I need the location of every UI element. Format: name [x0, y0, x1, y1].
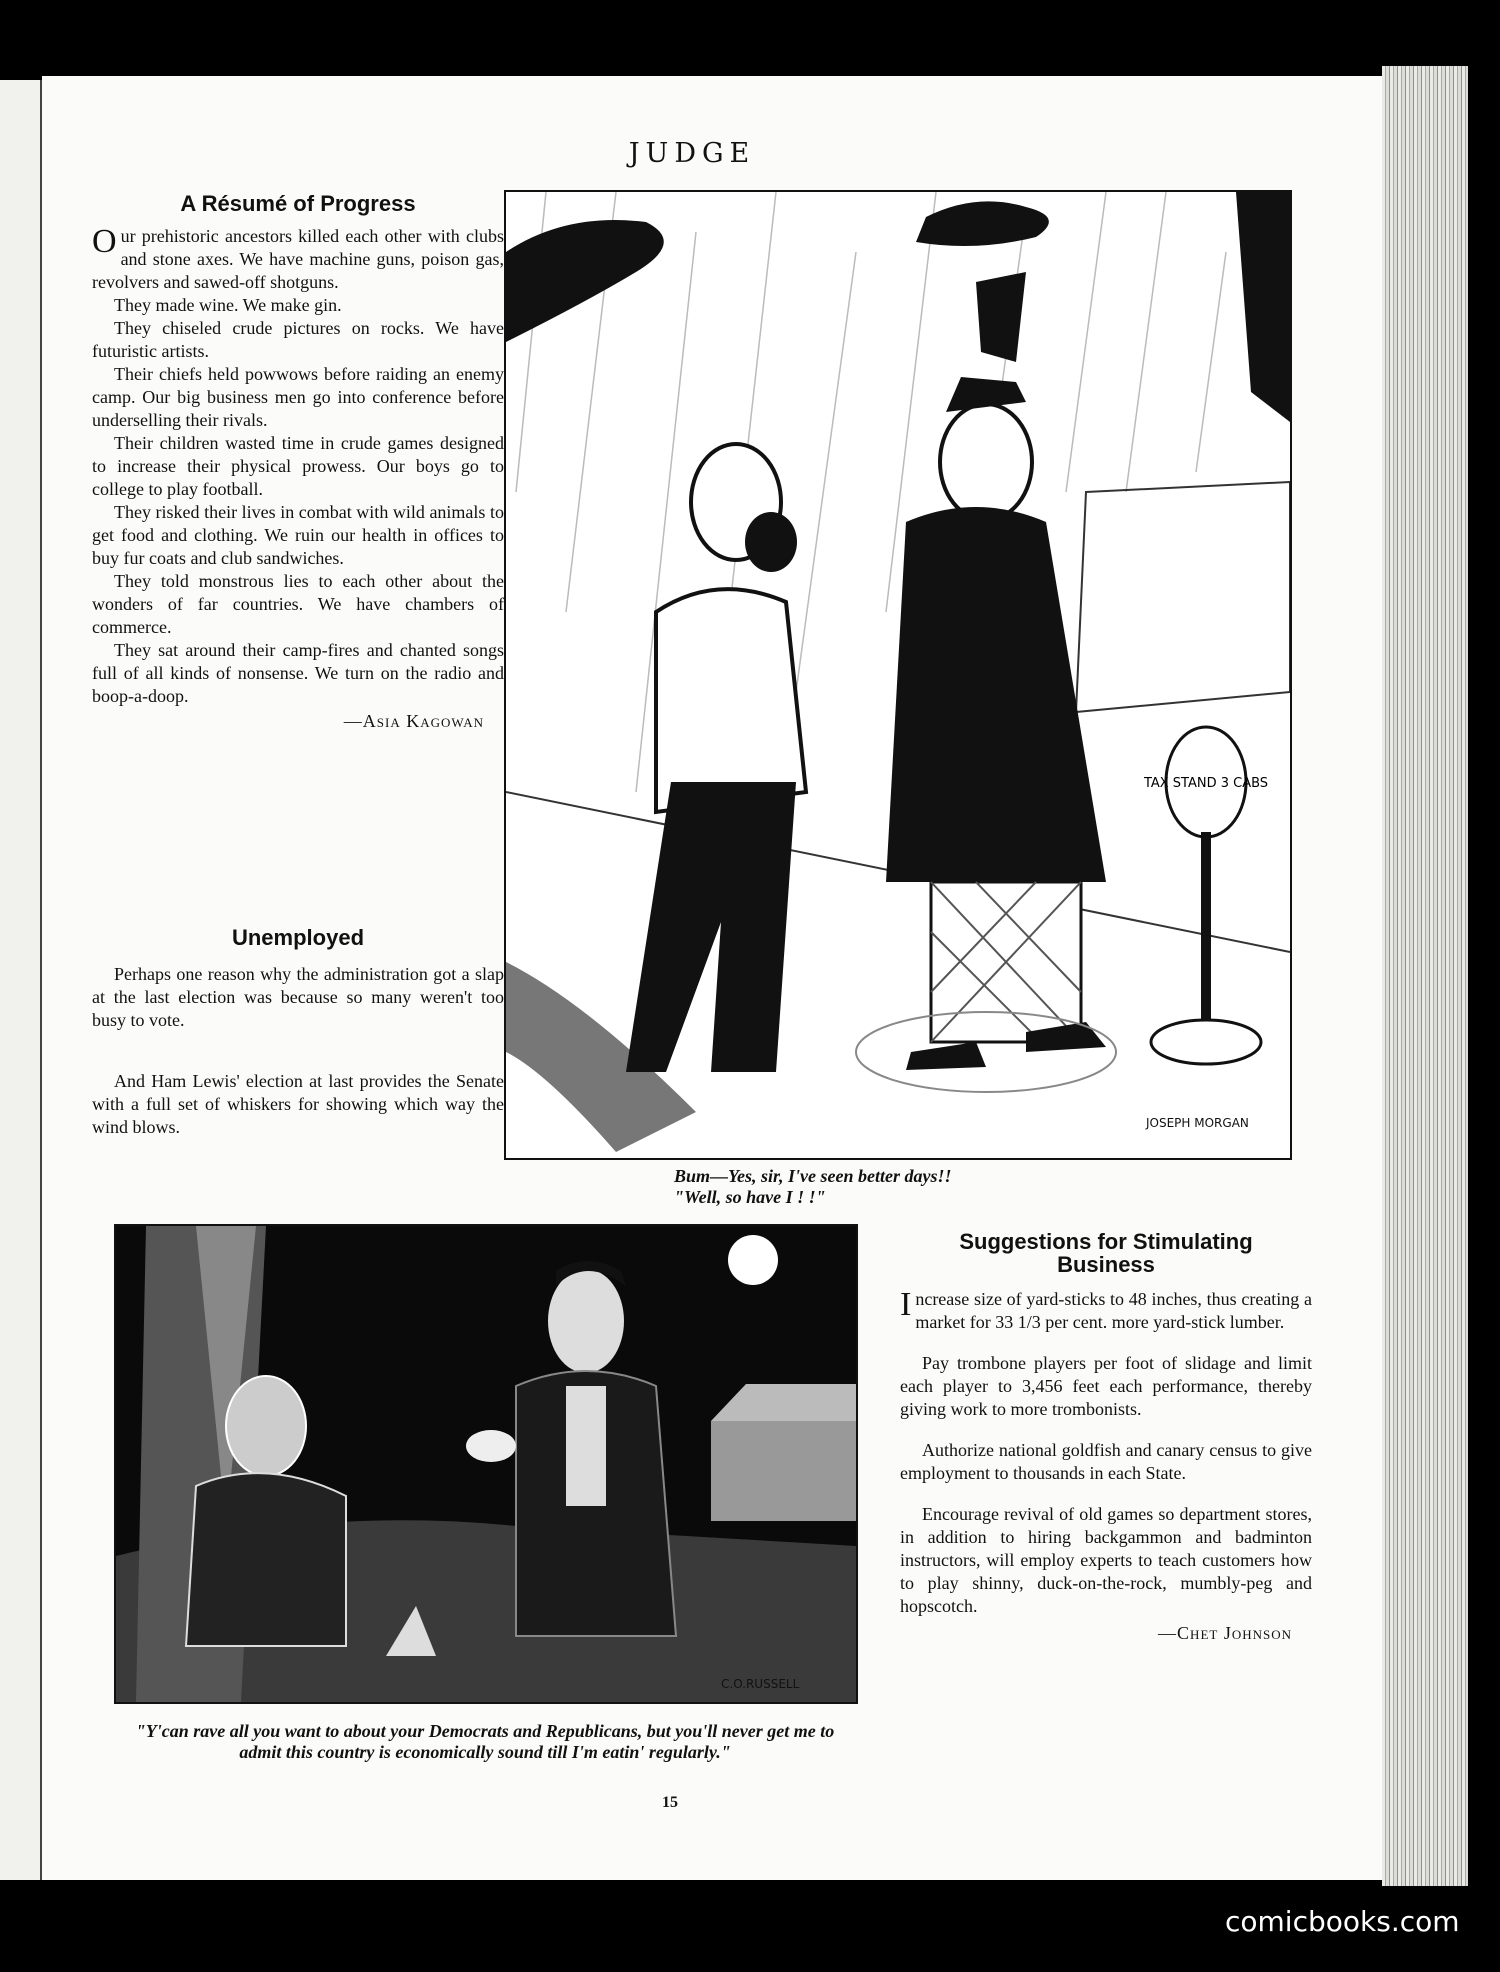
night-scene-illustration: [116, 1226, 856, 1702]
bottom-cartoon: [114, 1224, 858, 1704]
resume-paragraph: They made wine. We make gin.: [114, 295, 342, 315]
artist-signature: JOSEPH MORGAN: [1146, 1116, 1249, 1130]
resume-paragraph: They chiseled crude pictures on rocks. We have futuristic artists.: [92, 318, 504, 361]
unemployed-paragraph: Perhaps one reason why the administration got a slap at the last election was because so many weren't too busy to vote.: [92, 964, 504, 1030]
suggestions-paragraph: Authorize national goldfish and canary census to give employment to thousands in each State.: [900, 1440, 1312, 1483]
page-number: 15: [662, 1794, 678, 1811]
resume-paragraph: They sat around their camp-fires and chanted songs full of all kinds of nonsense. We turn on the radio and boop-a-doop.: [92, 640, 504, 706]
caption-line-1: Bum—Yes, sir, I've seen better days!!: [674, 1166, 952, 1186]
suggestions-paragraph: Increase size of yard-sticks to 48 inches, thus creating a market for 33 1/3 per cent. more yard-stick lumber.: [900, 1286, 1312, 1332]
suggestions-byline: —Chet Johnson: [1158, 1623, 1292, 1643]
book-page-edges: [1382, 66, 1468, 1886]
suggestions-article: [900, 1230, 1312, 1645]
top-cartoon-caption: [674, 1166, 1174, 1208]
resume-dropcap: O: [92, 223, 117, 260]
resume-title: A Résumé of Progress: [180, 191, 416, 216]
caption-line-2: "Well, so have I ! !": [674, 1187, 826, 1207]
resume-article: [92, 192, 504, 733]
magazine-page: [42, 76, 1382, 1880]
resume-paragraph: They told monstrous lies to each other about the wonders of far countries. We have chambers of commerce.: [92, 571, 504, 637]
bottom-cartoon-caption: "Y'can rave all you want to about your Democrats and Republicans, but you'll never get me to admit this country is economically sound till I'm eatin' regularly.": [135, 1721, 835, 1762]
watermark: comicbooks.com: [1225, 1905, 1460, 1938]
resume-paragraph: Their children wasted time in crude games designed to increase their physical prowess. Our boys go to college to play football.: [92, 433, 504, 499]
unemployed-article: [92, 926, 504, 1139]
suggestions-paragraph: Encourage revival of old games so department stores, in addition to hiring backgammon and badminton instructors, will employ experts to teach customers how to play shinny, duck-on-the-rock, mumbly-peg and hopscotch.: [900, 1504, 1312, 1616]
artist-signature: C.O.RUSSELL: [721, 1677, 800, 1691]
unemployed-title: Unemployed: [231, 925, 365, 950]
resume-byline: —Asia Kagowan: [343, 711, 484, 731]
cartoon-illustration: [506, 192, 1290, 1158]
taxi-sign-text: TAX STAND 3 CABS: [1143, 776, 1269, 791]
suggestions-paragraph: Pay trombone players per foot of slidage and limit each player to 3,456 feet each performance, thereby giving work to more trombonists.: [900, 1353, 1312, 1419]
unemployed-paragraph: And Ham Lewis' election at last provides the Senate with a full set of whiskers for showing which way the wind blows.: [92, 1071, 504, 1137]
top-cartoon: [504, 190, 1292, 1160]
magazine-title: JUDGE: [628, 138, 756, 169]
resume-paragraph: Our prehistoric ancestors killed each other with clubs and stone axes. We have machine guns, poison gas, revolvers and sawed-off shotguns.: [92, 223, 504, 292]
resume-paragraph: They risked their lives in combat with wild animals to get food and clothing. We ruin our health in offices to buy fur coats and club sandwiches.: [92, 502, 504, 568]
resume-paragraph: Their chiefs held powwows before raiding an enemy camp. Our big business men go into conference before underselling their rivals.: [92, 364, 504, 430]
suggestions-title: Suggestions for Stimulating Business: [959, 1229, 1253, 1277]
suggestions-dropcap: I: [900, 1286, 912, 1323]
adjacent-page-edge: [0, 80, 42, 1880]
